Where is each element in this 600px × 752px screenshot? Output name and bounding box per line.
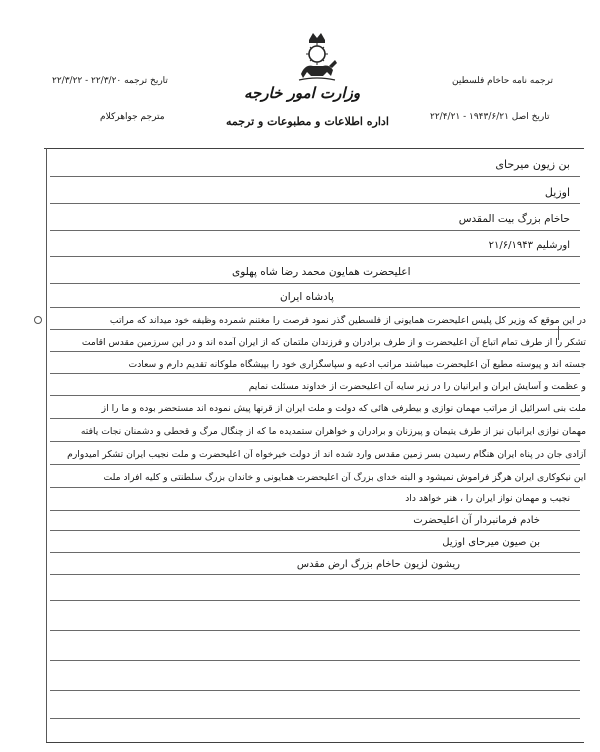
- ruled-line: [50, 660, 580, 661]
- body-line-7: آزادی جان در پناه ایران هنگام رسیدن بسر زمین مقدس وارد شده اند از دولت خیرخواه آن اعلیحضرت و ملت نجیب ایران تشکر امیدوارم: [67, 449, 586, 460]
- original-date: تاریخ اصل ۱۹۴۳/۶/۲۱ - ۲۲/۴/۲۱: [430, 112, 550, 122]
- body-line-1: در این موقع که وزیر کل پلیس اعلیحضرت همایونی از فلسطین گذر نمود فرصت را مغتنم شمرده وظیفه خود میداند که مراتب: [109, 315, 586, 326]
- header-divider: [44, 148, 584, 149]
- ruled-line: [50, 574, 580, 575]
- ruled-line: [50, 487, 580, 488]
- ruled-line: [50, 552, 580, 553]
- department-title: اداره اطلاعات و مطبوعات و ترجمه: [226, 115, 389, 128]
- body-line-5: ملت بنی اسرائیل از مراتب مهمان نوازی و بیطرفی هائی که دولت و ملت ایران از قرنها پیش نموده اند مستحضر بوده و ما را از: [101, 403, 586, 414]
- ruled-line: [50, 176, 580, 177]
- ruled-line: [50, 203, 580, 204]
- body-line-2: تشکر را از طرف تمام اتباع آن اعلیحضرت و از طرف برادران و فرزندان ملتمان که از ایران آمده اند و در این سرزمین مقدس اقامت: [81, 337, 586, 348]
- body-line-4: و عظمت و آسایش ایران و ایرانیان را در زیر سایه آن اعلیحضرت از خداوند مسئلت نمایم: [248, 381, 586, 392]
- body-line-8: این نیکوکاری ایران هرگز فراموش نمیشود و البته خدای بزرگ آن اعلیحضرت همایونی و خاندان بزرگ سلطنتی و کلیه افراد ملت: [103, 472, 586, 483]
- ruled-line: [50, 690, 580, 691]
- ruled-line: [50, 230, 580, 231]
- closing: خادم فرمانبردار آن اعلیحضرت: [413, 515, 540, 526]
- lion-and-sun-emblem-icon: [295, 30, 339, 82]
- ruled-line: [50, 329, 580, 330]
- margin-mark: [558, 326, 569, 340]
- bottom-divider: [46, 742, 584, 743]
- translation-of: ترجمه نامه حاخام فلسطین: [452, 76, 553, 86]
- ruled-line: [50, 464, 580, 465]
- ruled-line: [50, 283, 580, 284]
- ruled-line: [50, 418, 580, 419]
- ruled-line: [50, 441, 580, 442]
- ruled-line: [50, 351, 580, 352]
- body-line-9: نجیب و مهمان نواز ایران را ، هنر خواهد داد: [405, 493, 570, 504]
- addressee: اعلیحضرت همایون محمد رضا شاه پهلوی: [232, 266, 411, 278]
- ruled-line: [50, 256, 580, 257]
- margin-mark: [34, 316, 42, 324]
- ruled-line: [50, 307, 580, 308]
- ruled-line: [50, 630, 580, 631]
- sender-surname: اوزیل: [544, 186, 570, 199]
- signature-title: ریشون لزیون حاخام بزرگ ارض مقدس: [296, 559, 460, 570]
- translation-date: تاریخ ترجمه ۲۲/۳/۲۰ - ۲۲/۳/۲۲: [52, 76, 168, 86]
- margin-line: [46, 148, 47, 743]
- place-date: اورشلیم ۲۱/۶/۱۹۴۳: [488, 240, 570, 251]
- translator: مترجم جواهرکلام: [100, 112, 165, 122]
- sender-title: حاخام بزرگ بیت المقدس: [458, 213, 570, 225]
- ruled-line: [50, 530, 580, 531]
- ruled-line: [50, 600, 580, 601]
- ruled-line: [50, 718, 580, 719]
- ruled-line: [50, 395, 580, 396]
- body-line-3: جسته اند و پیوسته مطیع آن اعلیحضرت میباشند مراتب ادعیه و سپاسگزاری خود را بپیشگاه ملوکانه تقدیم دارم و سعادت: [128, 359, 586, 370]
- ruled-line: [50, 373, 580, 374]
- ministry-title: وزارت امور خارجه: [244, 84, 361, 102]
- ruled-line: [50, 510, 580, 511]
- addressee-title: پادشاه ایران: [280, 291, 334, 303]
- signature-name: بن صیون میرحای اوزیل: [442, 537, 540, 548]
- body-line-6: مهمان نوازی ایرانیان نیز از طرف یتیمان و پیرزنان و برادران و خواهران ستمدیده ما که از چنگال مرگ و قحطی و دشمنان نجات یافته: [80, 426, 586, 437]
- sender-name: بن زیون میرحای: [495, 158, 570, 171]
